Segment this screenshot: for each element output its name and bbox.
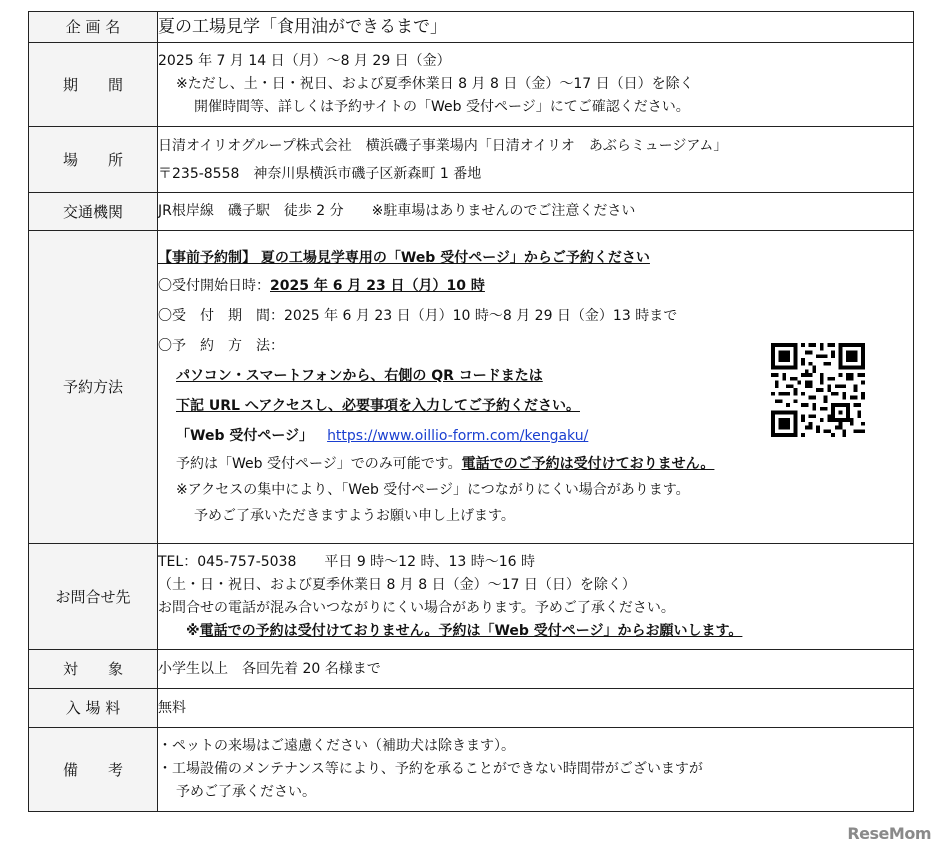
value-remarks: [158, 728, 914, 812]
period-dates: 2025 年 7 月 14 日（月）～8 月 29 日（金）: [158, 53, 451, 69]
value-target: [158, 650, 914, 689]
label-contact: お問合せ先: [29, 544, 158, 650]
value-transport: [158, 193, 914, 231]
value-reservation: [158, 231, 914, 544]
reservation-pc-line: パソコン・スマートフォンから、右側の QR コードまたは: [176, 368, 543, 384]
reservation-method: 〇予 約 方 法：: [158, 338, 284, 354]
row-period: [29, 43, 914, 127]
contact-exception: （土・日・祝日、および夏季休業日 8 月 8 日（金）～17 日（日）を除く）: [158, 576, 636, 593]
reservation-only-prefix: 予約は「Web 受付ページ」でのみ可能です。: [176, 456, 462, 472]
value-place: [158, 127, 914, 193]
reservation-start-value: 2025 年 6 月 23 日（月）10 時: [270, 278, 485, 294]
reservation-access-note: ※アクセスの集中により、「Web 受付ページ」につながりにくい場合があります。: [176, 482, 690, 498]
row-plan: [29, 12, 914, 43]
reservation-only-line: [158, 451, 913, 477]
web-page-label: 「Web 受付ページ」: [176, 428, 314, 444]
label-plan: 企 画 名: [29, 12, 158, 43]
qr-code-icon[interactable]: [771, 343, 865, 437]
value-period: [158, 43, 914, 127]
period-exception: ※ただし、土・日・祝日、および夏季休業日 8 月 8 日（金）～17 日（日）を除く: [176, 76, 694, 92]
period-details: 開催時間等、詳しくは予約サイトの「Web 受付ページ」にてご確認ください。: [194, 99, 690, 115]
label-place: 場 所: [29, 127, 158, 193]
value-plan: [158, 12, 914, 43]
target-text: 小学生以上 各回先着 20 名様まで: [158, 660, 381, 677]
row-target: [29, 650, 914, 689]
place-name: 日清オイリオグループ株式会社 横浜磯子事業場内「日清オイリオ あぶらミュージアム」: [158, 137, 728, 154]
place-address: 〒235-8558 神奈川県横浜市磯子区新森町 1 番地: [158, 165, 482, 182]
contact-busy-note: お問合せの電話が混み合いつながりにくい場合があります。予めご了承ください。: [158, 599, 675, 616]
contact-warning-mark: ※: [186, 622, 200, 639]
row-transport: [29, 193, 914, 231]
label-remarks: 備 考: [29, 728, 158, 812]
label-reservation: 予約方法: [29, 231, 158, 544]
row-remarks: [29, 728, 914, 812]
row-fee: [29, 689, 914, 728]
remarks-maintenance: ・工場設備のメンテナンス等により、予約を承ることができない時間帯がございますが: [158, 761, 703, 777]
reservation-only-bold: 電話でのご予約は受付けておりません。: [461, 456, 715, 472]
label-period: 期 間: [29, 43, 158, 127]
contact-warning-text: 電話での予約は受付けておりません。予約は「Web 受付ページ」からお願いします。: [199, 622, 743, 639]
reservation-start: [158, 271, 913, 301]
label-fee: 入 場 料: [29, 689, 158, 728]
contact-tel: TEL：045-757-5038 平日 9 時～12 時、13 時～16 時: [158, 553, 535, 570]
transport-text: JR根岸線 磯子駅 徒歩 2 分 ※駐車場はありませんのでご注意ください: [158, 203, 636, 219]
label-transport: 交通機関: [29, 193, 158, 231]
reservation-period: 〇受 付 期 間：2025 年 6 月 23 日（月）10 時～8 月 29 日（金）13 時まで: [158, 308, 678, 324]
reservation-url-line: 下記 URL へアクセスし、必要事項を入力してご予約ください。: [176, 398, 580, 414]
contact-warning: [158, 620, 913, 643]
value-fee: [158, 689, 914, 728]
reservation-heading: 【事前予約制】 夏の工場見学専用の「Web 受付ページ」からご予約ください: [158, 250, 650, 266]
label-target: 対 象: [29, 650, 158, 689]
event-info-table: [28, 11, 914, 812]
fee-text: 無料: [158, 699, 186, 716]
row-contact: [29, 544, 914, 650]
remarks-please: 予めご了承ください。: [176, 784, 316, 800]
plan-title: 夏の工場見学「食用油ができるまで」: [158, 17, 447, 37]
row-place: [29, 127, 914, 193]
reservation-please-note: 予めご了承いただきますようお願い申し上げます。: [194, 508, 515, 524]
resemom-watermark: ReseMom: [847, 824, 931, 843]
row-reservation: [29, 231, 914, 544]
reservation-url-link[interactable]: https://www.oillio-form.com/kengaku/: [327, 428, 589, 444]
reservation-start-prefix: 〇受付開始日時：: [158, 278, 270, 294]
remarks-pets: ・ペットの来場はご遠慮ください（補助犬は除きます）。: [158, 738, 515, 754]
value-contact: [158, 544, 914, 650]
